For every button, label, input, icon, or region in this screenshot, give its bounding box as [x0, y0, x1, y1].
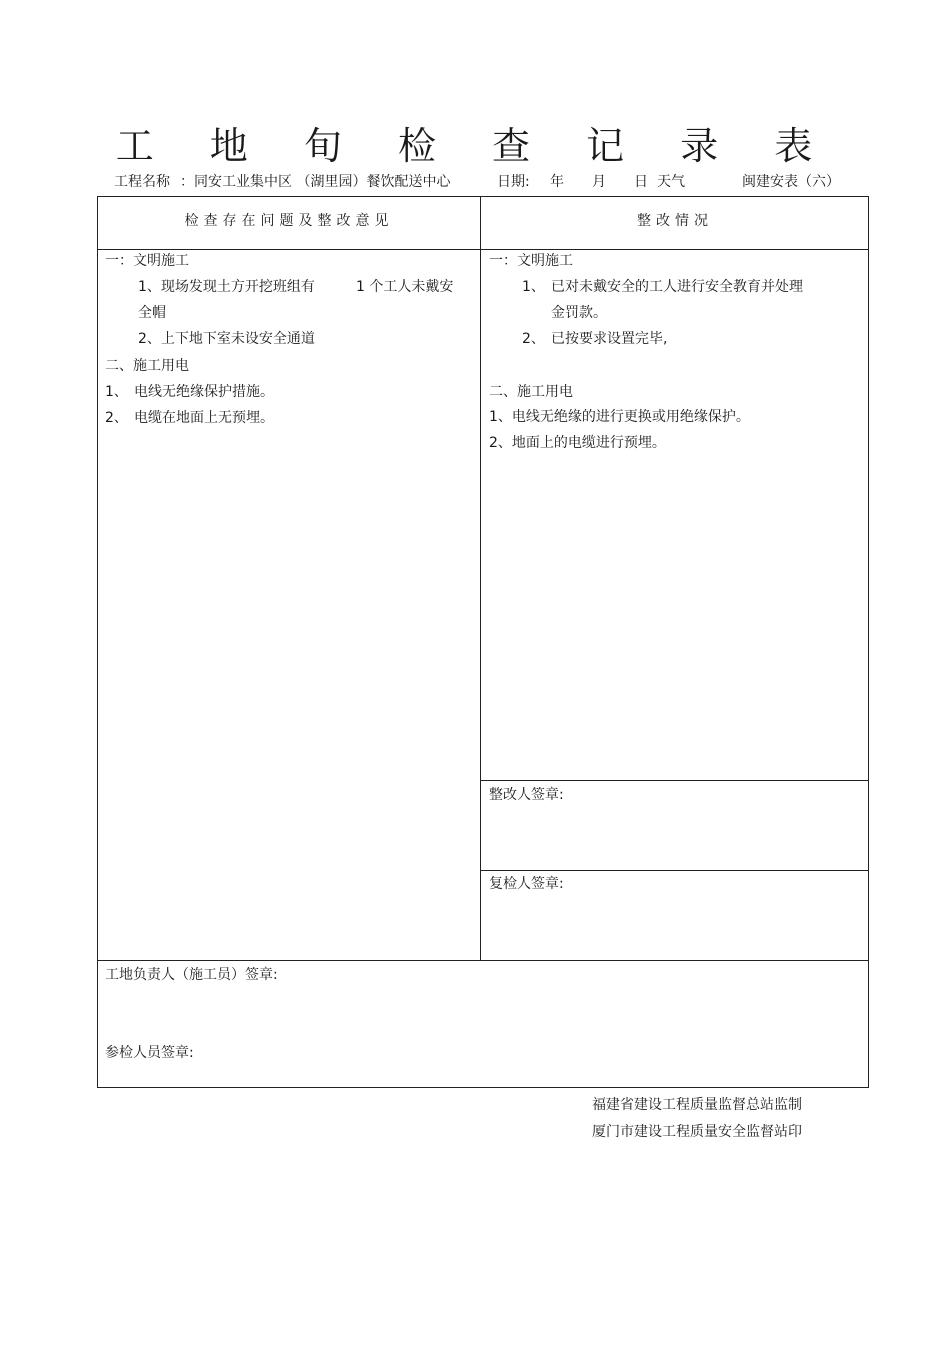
fix-elec-1: 1、电线无绝缘的进行更换或用绝缘保护。	[489, 409, 750, 425]
rectifier-signature-area[interactable]	[481, 807, 869, 869]
fix-elec-2: 2、地面上的电缆进行预埋。	[489, 435, 666, 451]
weather-label: 天气	[657, 174, 685, 190]
date-month: 月	[592, 174, 606, 190]
date-label: 日期:	[497, 174, 530, 190]
recheck-signature-area[interactable]	[481, 897, 869, 959]
fix-item-1-num: 1、	[522, 279, 545, 295]
fix-section-electricity: 二、施工用电	[489, 384, 573, 400]
issue-item-2: 2、上下地下室未设安全通道	[138, 331, 315, 347]
rectifier-signature-label: 整改人签章:	[489, 787, 564, 803]
fix-item-1b: 金罚款。	[551, 305, 607, 321]
inspectors-signature-label: 参检人员签章:	[105, 1045, 194, 1061]
issue-elec-1-text: 电线无绝缘保护措施。	[134, 384, 274, 400]
header-issues-and-opinions: 检查存在问题及整改意见	[184, 213, 394, 229]
fix-item-1a: 已对未戴安全的工人进行安全教育并处理	[551, 279, 803, 295]
fix-item-2-text: 已按要求设置完毕,	[551, 331, 668, 347]
issue-section-electricity: 二、施工用电	[105, 358, 189, 374]
bottom-section-divider	[98, 960, 869, 961]
footer-supervised-by: 福建省建设工程质量监督总站监制	[592, 1097, 802, 1113]
project-name: ：同安工业集中区 （湖里园）餐饮配送中心	[180, 174, 451, 190]
date-year: 年	[550, 174, 564, 190]
recheck-signature-label: 复检人签章:	[489, 876, 564, 892]
header-rectification-status: 整改情况	[637, 213, 713, 229]
site-lead-signature-label: 工地负责人（施工员）签章:	[105, 967, 278, 983]
date-day: 日	[634, 174, 648, 190]
fix-section-civilized-construction: 一：文明施工	[489, 253, 573, 269]
issue-section-civilized-construction: 一：文明施工	[105, 253, 189, 269]
issue-item-1b: 1 个工人未戴安	[356, 279, 454, 295]
issue-item-1c: 全帽	[138, 305, 166, 321]
inspectors-signature-area[interactable]	[98, 1063, 869, 1085]
issue-elec-1-num: 1、	[105, 384, 128, 400]
project-label: 工程名称	[114, 174, 170, 190]
form-code: 闽建安表（六）	[742, 174, 840, 190]
recheck-divider	[481, 870, 869, 871]
fix-item-2-num: 2、	[522, 331, 545, 347]
issue-item-1a: 1、现场发现土方开挖班组有	[138, 279, 315, 295]
issue-elec-2-num: 2、	[105, 410, 128, 426]
site-lead-signature-area[interactable]	[98, 987, 869, 1037]
rectifier-divider	[481, 780, 869, 781]
issue-elec-2-text: 电缆在地面上无预埋。	[134, 410, 274, 426]
header-divider	[98, 249, 869, 250]
footer-printed-by: 厦门市建设工程质量安全监督站印	[592, 1124, 802, 1140]
inspection-form-table	[97, 196, 869, 1088]
page-title: 工 地 旬 检 查 记 录 表	[115, 124, 835, 168]
